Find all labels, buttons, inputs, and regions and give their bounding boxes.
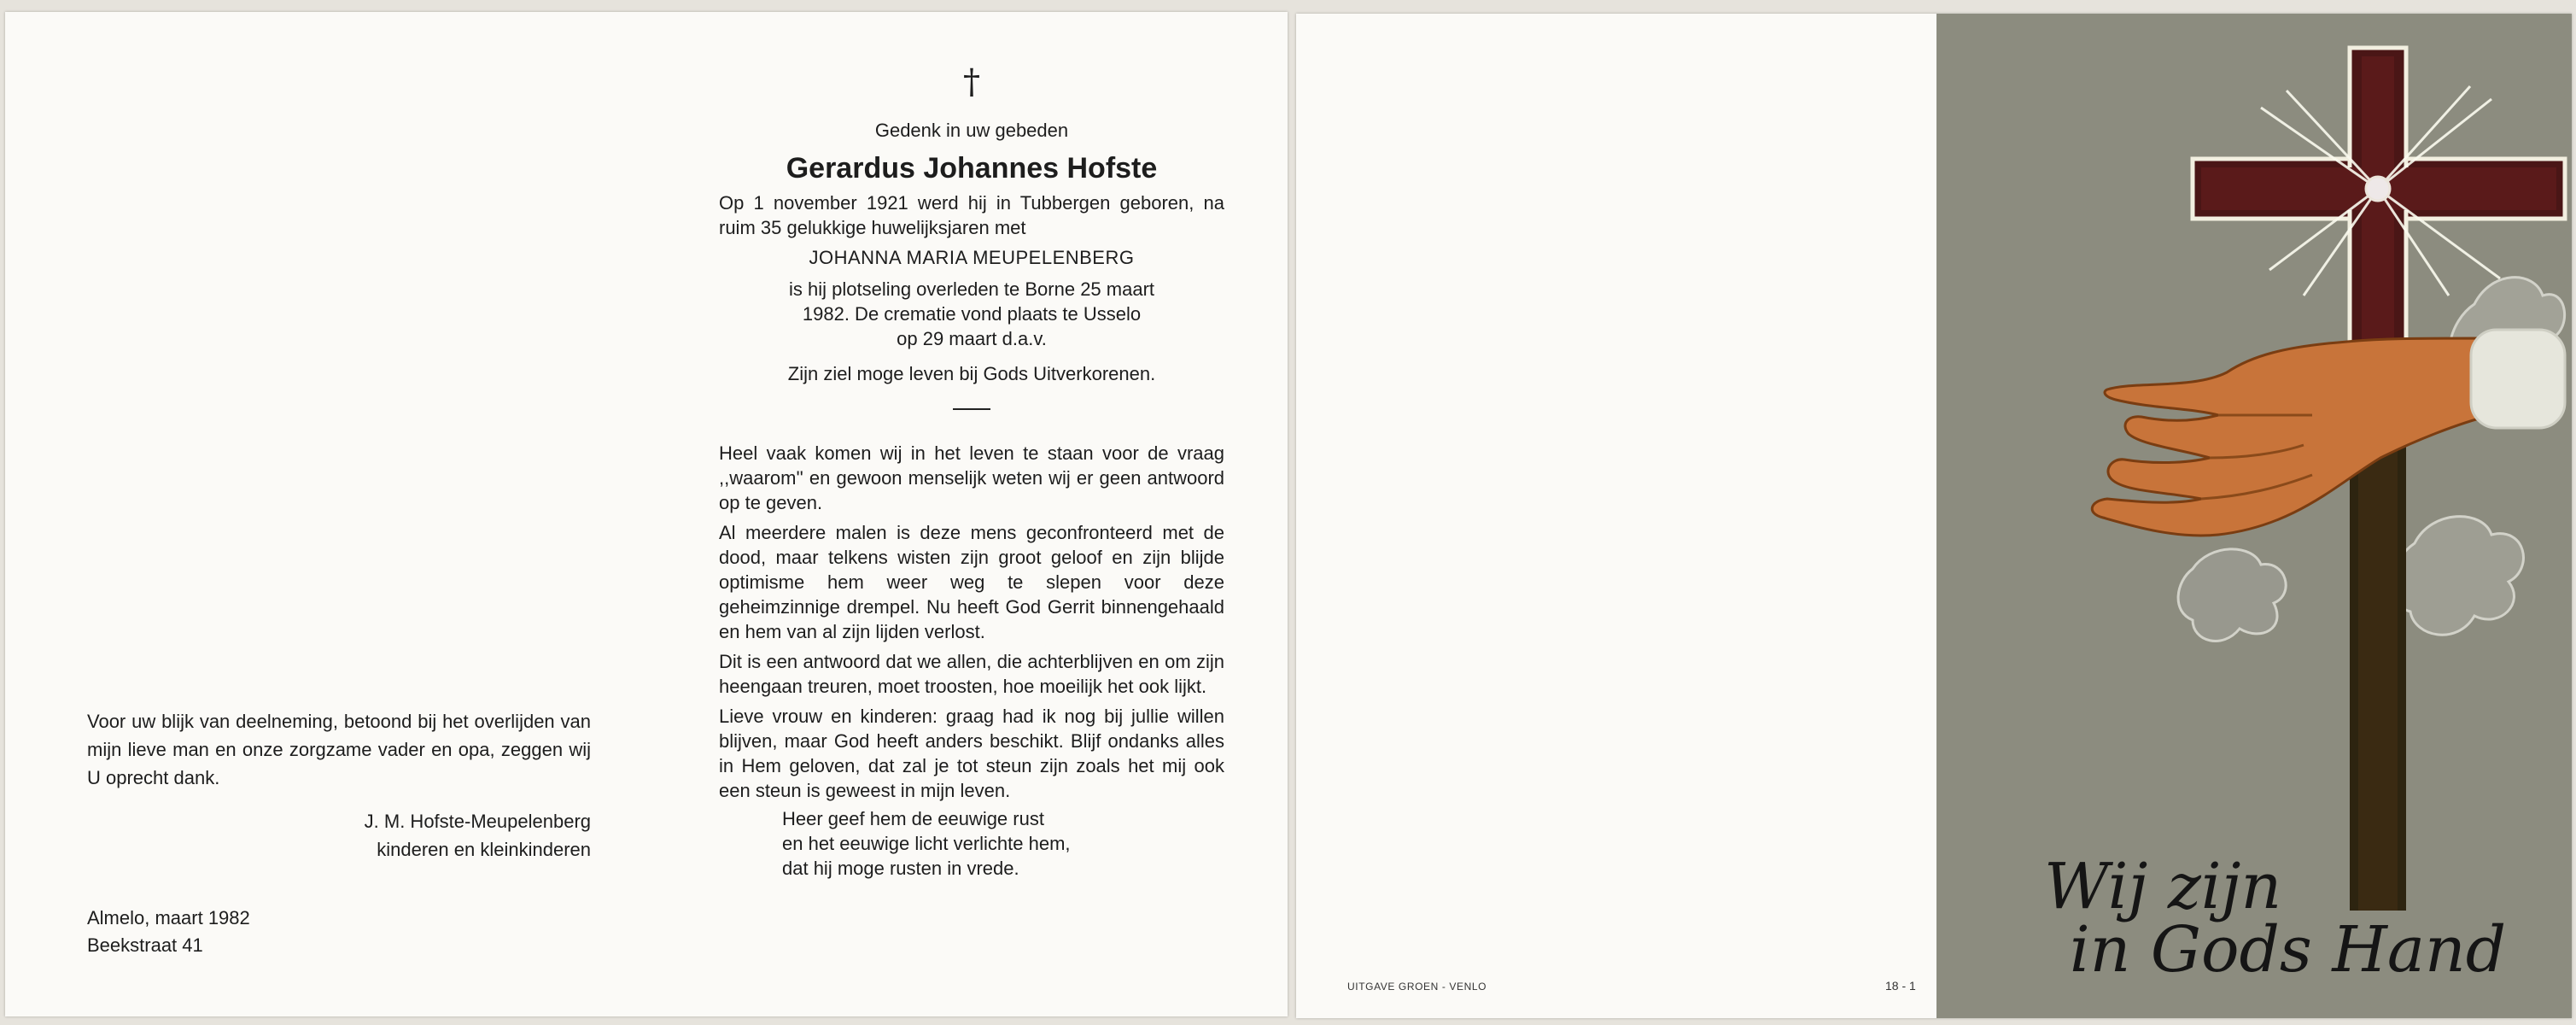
memorial-card-inside (5, 12, 1288, 1016)
thanks-section (87, 707, 591, 864)
birth-text: Op 1 november 1921 werd hij in Tubbergen geboren, na ruim 35 gelukkige huwelijksjaren met (719, 192, 1224, 238)
paragraph: Heel vaak komen wij in het leven te staan voor de vraag ,,waarom'' en gewoon menselijk weten wij er geen antwoord op te geven. (719, 442, 1224, 513)
death-line-3: op 29 maart d.a.v. (897, 328, 1047, 349)
motto-line-2: in Gods Hand (2070, 913, 2507, 987)
motto (2036, 850, 2514, 987)
death-line-2: 1982. De crematie vond plaats te Usselo (802, 303, 1142, 325)
verse-line: en het eeuwige licht verlichte hem, (782, 833, 1071, 854)
deceased-name: Gerardus Johannes Hofste (786, 152, 1158, 184)
signature (87, 807, 591, 864)
spouse-name: JOHANNA MARIA MEUPELENBERG (809, 247, 1135, 268)
thanks-text: Voor uw blijk van deelneming, betoond bij het overlijden van mijn lieve man en onze zorgzame vader en opa, zeggen wij U oprecht dank. (87, 711, 591, 788)
verse-line: Heer geef hem de eeuwige rust (782, 808, 1044, 829)
paragraph: Dit is een antwoord dat we allen, die achterblijven en om zijn heengaan treuren, moet troosten, hoe moeilijk het ook lijkt. (719, 651, 1224, 697)
signature-family: kinderen en kleinkinderen (377, 839, 591, 860)
verse-line: dat hij moge rusten in vrede. (782, 858, 1019, 879)
memorial-card-outside (1296, 14, 2572, 1018)
signature-name: J. M. Hofste-Meupelenberg (364, 811, 591, 832)
place-and-address (87, 905, 250, 959)
obituary-text (719, 62, 1224, 881)
card-code: 18 - 1 (1885, 979, 1916, 993)
death-line-1: is hij plotseling overleden te Borne 25 maart (788, 278, 1155, 300)
publisher-imprint: UITGAVE GROEN - VENLO (1347, 981, 1487, 993)
address: Beekstraat 41 (87, 934, 203, 956)
paragraph: Lieve vrouw en kinderen: graag had ik nog bij jullie willen blijven, maar God heeft anders beschikt. Blijf ondanks alles in Hem geloven, dat zal je tot steun zijn zoals het mij ook een steun is geweest in mijn leven. (719, 706, 1224, 801)
intro-line: Gedenk in uw gebeden (874, 120, 1069, 141)
prayer-line: Zijn ziel moge leven bij Gods Uitverkorenen. (787, 363, 1156, 384)
dagger-cross-icon: † (963, 62, 980, 102)
place-date: Almelo, maart 1982 (87, 907, 250, 928)
closing-verse (719, 806, 1224, 881)
motto-line-1: Wij zijn (2044, 850, 2282, 923)
open-hand-icon (2092, 330, 2565, 536)
divider (953, 408, 990, 410)
cover-artwork (1936, 14, 2572, 1018)
paragraph: Al meerdere malen is deze mens geconfronteerd met de dood, maar telkens wisten zijn groot geloof en zijn blijde optimisme hem weer weg te slepen voor deze geheimzinnige drempel. Nu heeft God Gerrit binnengehaald en hem van al zijn lijden verlost. (719, 522, 1224, 642)
